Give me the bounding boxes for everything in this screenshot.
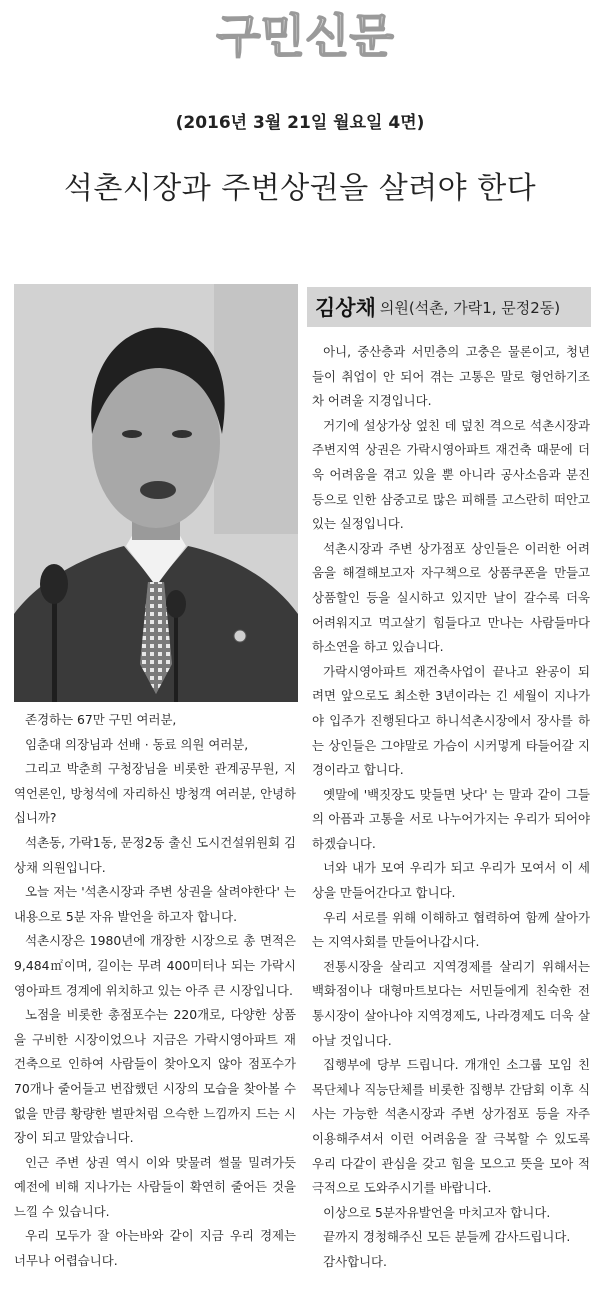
article-column-left <box>14 708 296 1274</box>
paragraph: 너와 내가 모여 우리가 되고 우리가 모여서 이 세상을 만들어간다고 합니다. <box>312 860 590 901</box>
paragraph: 존경하는 67만 구민 여러분, <box>25 712 177 727</box>
paragraph: 가락시영아파트 재건축사업이 끝나고 완공이 되려면 앞으로도 최소한 3년이라는 긴 세월이 지나가야 입주가 진행된다고 하니석촌시장에서 장사를 하는 상인들은 그야말로 가슴이 시커멓게 타들어갈 지경이라고 합니다. <box>312 663 590 778</box>
article-column-right <box>312 340 590 1275</box>
paragraph: 그리고 박춘희 구청장님을 비롯한 관계공무원, 지역언론인, 방청석에 자리하신 방청객 여러분, 안녕하십니까? <box>14 761 296 826</box>
portrait-icon <box>14 284 298 702</box>
paragraph: 오늘 저는 '석촌시장과 주변 상권을 살려야한다' 는 내용으로 5분 자유 발언을 하고자 합니다. <box>14 884 296 924</box>
paragraph: 우리 모두가 잘 아는바와 같이 지금 우리 경제는 너무나 어렵습니다. <box>14 1228 296 1269</box>
paragraph: 임춘대 의장님과 선배 · 동료 의원 여러분, <box>25 736 249 752</box>
paragraph: 아니, 중산층과 서민층의 고충은 물론이고, 청년들이 취업이 안 되어 겪는 고통은 말로 형언하기조차 어려울 지경입니다. <box>312 344 590 409</box>
masthead-logo-text: 구민신문 <box>216 9 394 63</box>
paragraph: 석촌시장은 1980년에 개장한 시장으로 총 면적은 9,484㎡이며, 길이는 무려 400미터나 되는 가락시영아파트 경계에 위치하고 있는 아주 큰 시장입니다. <box>14 933 296 998</box>
paragraph: 전통시장을 살리고 지역경제를 살리기 위해서는 백화점이나 대형마트보다는 서민들에게 친숙한 전통시장이 살아나야 지역경제도, 나라경제도 더욱 살아날 것입니다. <box>312 958 590 1048</box>
paragraph: 거기에 설상가상 엎친 데 덮친 격으로 석촌시장과 주변지역 상권은 가락시영아파트 재건축 때문에 더욱 어려움을 겪고 있을 뿐 아니라 공사소음과 분진 등으로 인한 삼중고로 많은 피해를 고스란히 떠안고 있는 실정입니다. <box>312 417 590 532</box>
paragraph: 이상으로 5분자유발언을 마치고자 합니다. <box>323 1204 551 1220</box>
paragraph: 우리 서로를 위해 이해하고 협력하여 함께 살아가는 지역사회를 만들어나갑시다. <box>312 909 590 950</box>
paragraph: 노점을 비롯한 총점포수는 220개로, 다양한 상품을 구비한 시장이었으나 지금은 가락시영아파트 재건축으로 인하여 사람들이 찾아오지 않아 점포수가 70개나 줄어들고 번잡했던 시장의 모습을 찾아볼 수 없을 만큼 황량한 벌판처럼 으슥한 느낌까지 드는 시장이 되고 말았습니다. <box>14 1007 296 1146</box>
newspaper-logo-mark <box>195 2 415 66</box>
headline: 석촌시장과 주변상권을 살려야 한다 <box>63 171 537 206</box>
paragraph: 석촌동, 가락1동, 문정2동 출신 도시건설위원회 김상채 의원입니다. <box>14 834 296 875</box>
author-name: 김상채 <box>315 296 376 320</box>
paragraph: 인근 주변 상권 역시 이와 맞물려 썰물 밀려가듯 예전에 비해 지나가는 사람들이 확연히 줄어든 것을 느낄 수 있습니다. <box>14 1154 296 1219</box>
paragraph: 감사합니다. <box>323 1253 387 1269</box>
paragraph: 석촌시장과 주변 상가점포 상인들은 이러한 어려움을 해결해보고자 자구책으로 상품쿠폰을 만들고 상품할인 등을 실시하고 있지만 날이 갈수록 더욱 어려워지고 먹고살기 힘들다고 만나는 사람들마다 하소연을 하고 있습니다. <box>312 540 590 655</box>
masthead <box>195 2 415 66</box>
paragraph: 끝까지 경청해주신 모든 분들께 감사드립니다. <box>323 1229 571 1245</box>
paragraph: 집행부에 당부 드립니다. 개개인 소그룹 모임 친목단체나 직능단체를 비롯한 집행부 간담회 이후 식사는 가능한 석촌시장과 주변 상가점포 등을 자주 이용해주셔서 이런 어려움을 잘 극복할 수 있도록 우리 다같이 관심을 갖고 힘을 모으고 뜻을 모아 적극적으로 도와주시기를 바랍니다. <box>312 1057 590 1196</box>
paragraph: 옛말에 '백짓장도 맞들면 낫다' 는 말과 같이 그들의 아픔과 고통을 서로 나누어가지는 우리가 되어야 하겠습니다. <box>312 786 590 851</box>
portrait-photo <box>14 284 298 702</box>
byline <box>307 287 591 327</box>
author-affiliation: 의원(석촌, 가락1, 문정2동) <box>379 298 561 317</box>
dateline: (2016년 3월 21일 월요일 4면) <box>175 113 425 133</box>
